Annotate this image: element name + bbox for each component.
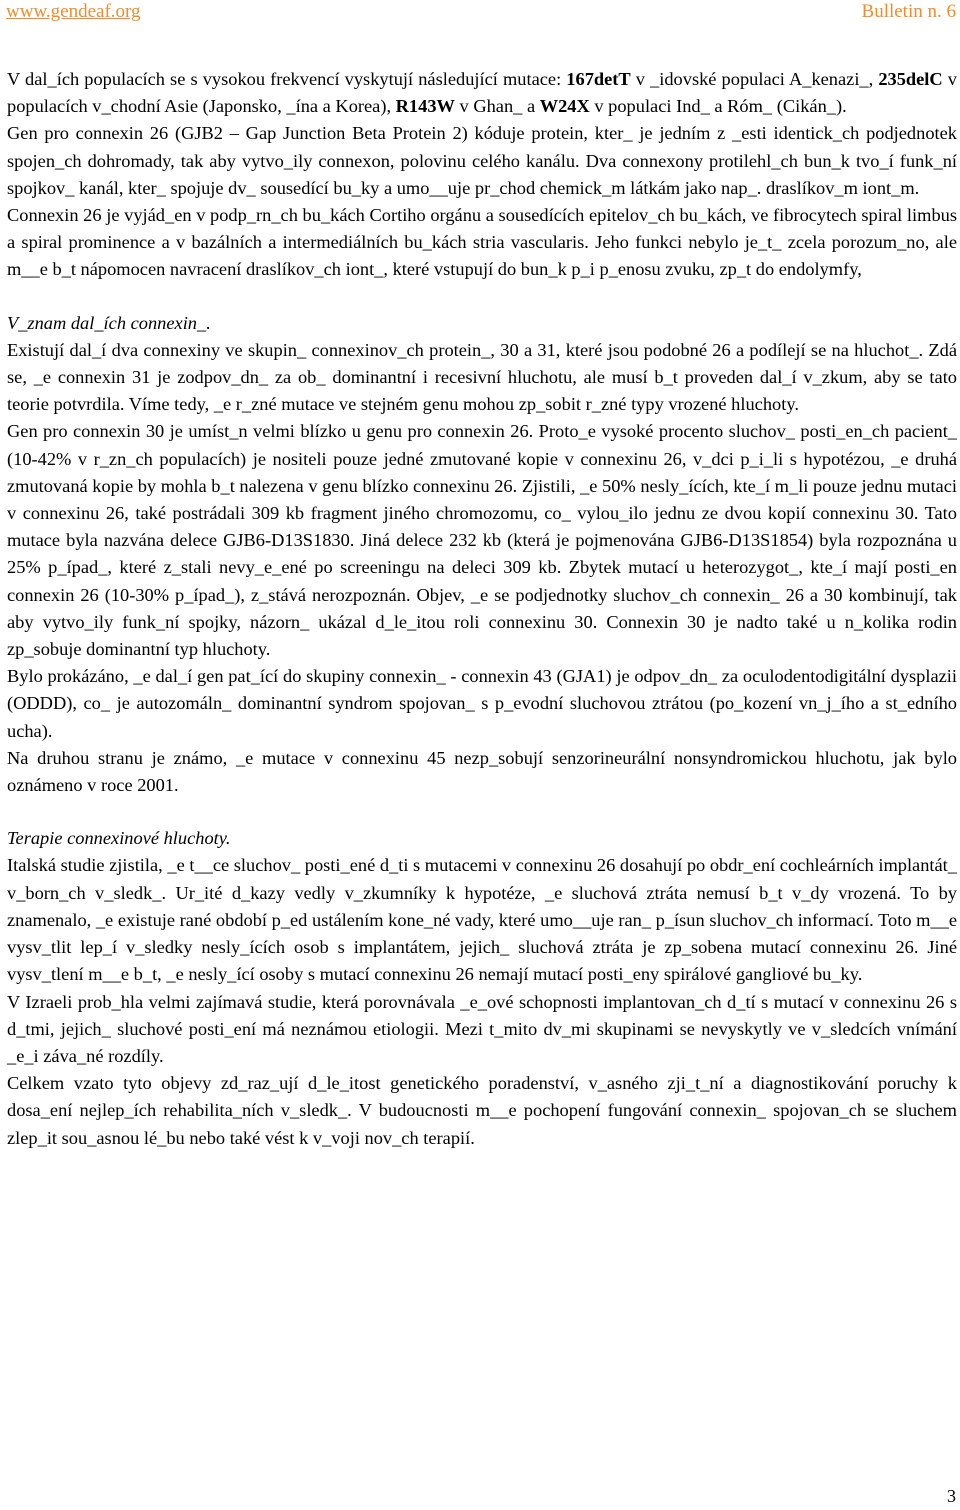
paragraph: V Izraeli prob_hla velmi zajímavá studie, která porovnávala _e_ové schopnosti implantovan_ch d_tí s mutací v connexinu 26 s d_tmi, jejich_ sluchové posti_ení má neznámou etiologii. Mezi t_mito dv_mi skupinami se nevyskytly ve v_sledcích vnímání _e_i záva_né rozdíly. [7, 991, 957, 1066]
mutation-name: 235delC [878, 69, 943, 89]
paragraph-mutations [7, 66, 957, 120]
text-run: v Ghan_ a [454, 96, 540, 117]
paragraph: Bylo prokázáno, _e dal_í gen pat_ící do skupiny connexin_ - connexin 43 (GJA1) je odpov_dn_ za oculodentodigitální dysplazii (ODDD), co_ je autozomáln_ dominantní syndrom spojovan_ s p_evodní sluchovou ztrátou (po_kození vn_j_ího a st_edního ucha). [7, 666, 957, 741]
text-run: v populacích v_chodní Asie (Japonsko, _ína a Korea), [7, 69, 957, 117]
document-body [7, 66, 957, 1152]
mutation-name: R143W [395, 96, 455, 117]
page-number: 3 [947, 1486, 956, 1506]
paragraph: Existují dal_í dva connexiny ve skupin_ connexinov_ch protein_, 30 a 31, které jsou podobné 26 a podílejí se na hluchot_. Zdá se, _e connexin 31 je zodpov_dn_ za ob_ dominantní i recesivní hluchotu, ale musí b_t proveden dal_í v_zkum, aby se tato teorie potvrdila. Víme tedy, _e r_zné mutace ve stejném genu mohou zp_sobit r_zné typy vrozené hluchoty. [7, 339, 957, 415]
text-run: v populaci Ind_ a Róm_ (Cikán_). [589, 96, 847, 117]
paragraph: Celkem vzato tyto objevy zd_raz_ují d_le_itost genetického poradenství, v_asného zji_t_ní a diagnostikování poruchy k dosa_ení nejlep_ích rehabilita_ních v_sledk_. V budoucnosti m__e pochopení fungování connexin_ spojovan_ch se sluchem zlep_it sou_asnou lé_bu nebo také vést k v_voji nov_ch terapií. [7, 1073, 957, 1148]
mutation-name: W24X [539, 96, 590, 117]
section-heading: V_znam dal_ích connexin_. [7, 312, 211, 333]
spacer [7, 284, 957, 310]
paragraph: Connexin 26 je vyjád_en v podp_rn_ch bu_kách Cortiho orgánu a sousedících epitelov_ch bu_kách, ve fibrocytech spiral limbus a spiral prominence a v bazálních a intermediálních bu_kách stria vascularis. Jeho funkci nebylo je_t_ zcela porozum_no, ale m__e b_t nápomocen navracení draslíkov_ch iont_, které vstupují do bun_k p_i p_enosu zvuku, zp_t do endolymfy, [7, 205, 957, 280]
paragraph: Italská studie zjistila, _e t__ce sluchov_ posti_ené d_ti s mutacemi v connexinu 26 dosahují po obdr_ení cochleárních implantát_ v_born_ch v_sledk_. Ur_ité d_kazy vedly v_zkumníky k hypotéze, _e sluchová ztráta nemusí b_t v_dy vrozená. To by znamenalo, _e existuje rané období p_ed ustálením kone_né vady, které umo__uje ran_ p_ísun sluchov_ch informací. Toto m__e vysv_tlit lep_í v_sledky nesly_ících osob s implantátem, jejich_ sluchová ztráta je zp_sobena mutací connexinu 26. Jiné vysv_tlení m__e b_t, _e nesly_ící osoby s mutací connexinu 26 nemají mutací posti_eny spirálové gangliové bu_ky. [7, 855, 957, 985]
text-run: V dal_ích populacích se s vysokou frekvencí vyskytují následující mutace: [7, 69, 567, 89]
section-heading: Terapie connexinové hluchoty. [7, 828, 231, 849]
paragraph: Gen pro connexin 26 (GJB2 – Gap Junction Beta Protein 2) kóduje protein, kter_ je jedním z _esti identick_ch podjednotek spojen_ch dohromady, tak aby vytvo_ily connexon, polovinu celého kanálu. Dva connexony protilehl_ch bun_k tvo_í funk_ní spojkov_ kanál, kter_ spojuje dv_ sousedící bu_ky a umo__uje pr_chod chemick_m látkám jako nap_. draslíkov_m iont_m. [7, 123, 957, 198]
mutation-name: 167detT [566, 69, 631, 89]
spacer [7, 799, 957, 825]
text-run: v _idovské populaci A_kenazi_, [630, 69, 879, 89]
bulletin-label: Bulletin n. 6 [861, 1, 956, 22]
paragraph: Gen pro connexin 30 je umíst_n velmi blízko u genu pro connexin 26. Proto_e vysoké procento sluchov_ posti_en_ch pacient_ (10-42% v r_zn_ch populacích) je nositeli pouze jedné zmutované kopie v connexinu 26, v_dci p_i_li s hypotézou, _e druhá zmutovaná kopie by mohla b_t nalezena v genu blízko connexinu 26. Zjistili, _e 50% nesly_ících, kte_í m_li pouze jednu mutaci v connexinu 26, také postrádali 309 kb fragment jiného chromozomu, co_ vylou_ilo jednu ze dvou kopií connexinu 30. Tato mutace byla nazvána delece GJB6-D13S1830. Jiná delece 232 kb (která je pojmenována GJB6-D13S1854) byla rozpoznána u 25% p_ípad_, které z_stali nevy_e_ené po screeningu na deleci 309 kb. Zbytek mutací u heterozygot_, kte_í mají posti_en connexin 26 (10-30% p_ípad_), z_stává nerozpoznán. Objev, _e se podjednotky sluchov_ch connexin_ 26 a 30 kombinují, tak aby vytvo_ily funk_ní spojky, názorn_ ukázal d_le_itou roli connexinu 30. Connexin 30 je nadto také u n_kolika rodin zp_sobuje dominantní typ hluchoty. [7, 421, 957, 660]
site-link[interactable]: www.gendeaf.org [6, 1, 141, 22]
paragraph: Na druhou stranu je známo, _e mutace v connexinu 45 nezp_sobují senzorineurální nonsyndromickou hluchotu, jak bylo oznámeno v roce 2001. [7, 747, 957, 796]
